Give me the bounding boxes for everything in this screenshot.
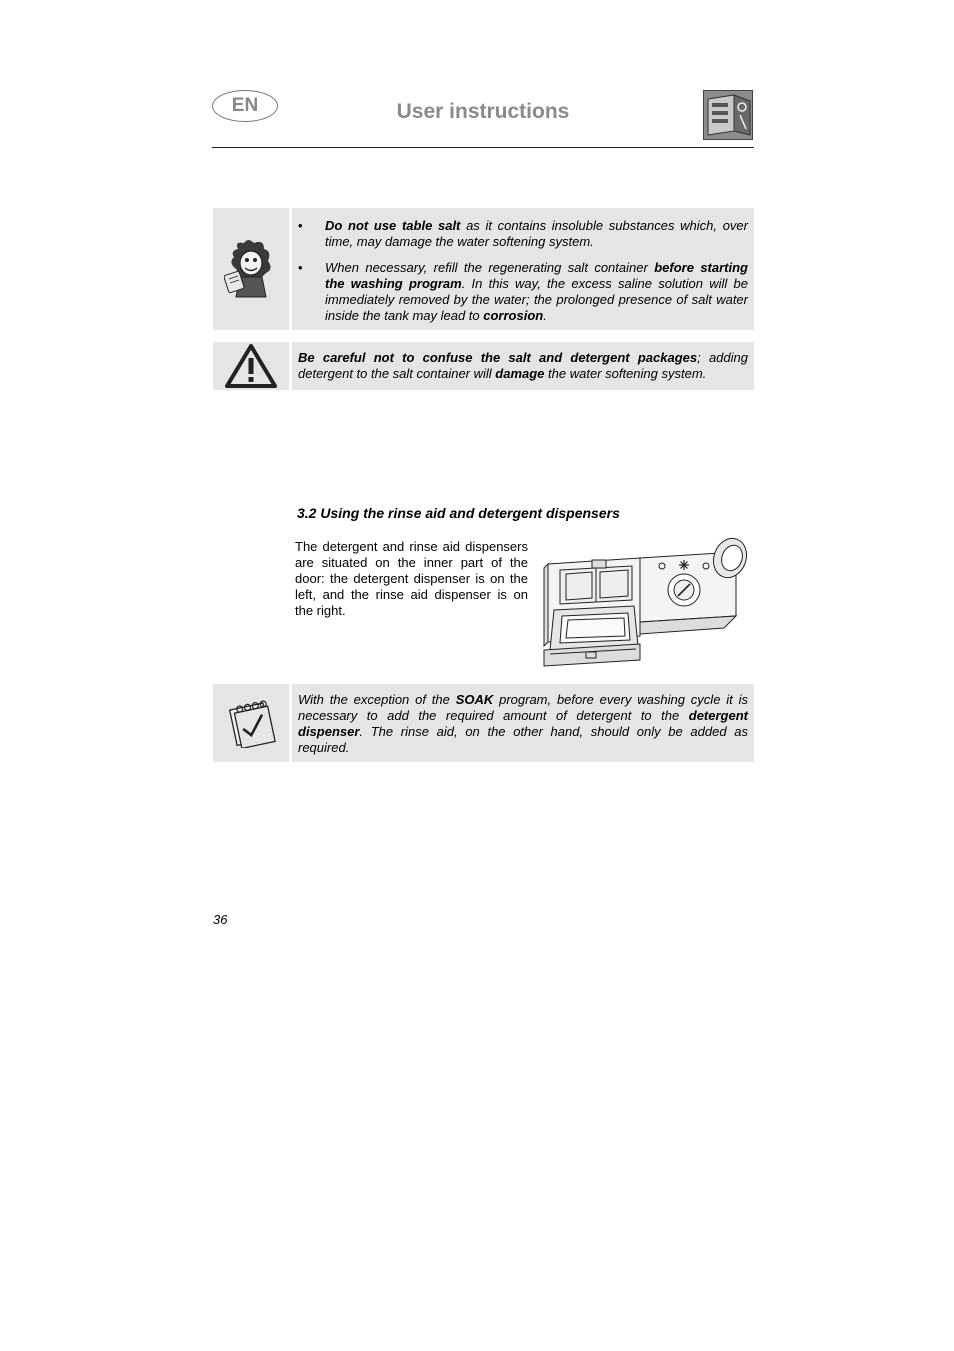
note-text xyxy=(298,692,748,756)
section-body: The detergent and rinse aid dispensers are situated on the inner part of the door: the detergent dispenser is on the left, and the rinse aid dispenser is on the right. xyxy=(295,539,528,618)
notice-tips xyxy=(292,208,754,330)
warning-span: ; adding detergent to the salt container will xyxy=(298,350,748,381)
note-notice xyxy=(292,684,754,762)
dishwasher-logo-icon xyxy=(703,90,753,140)
dispenser-illustration xyxy=(540,536,754,670)
warning-icon-cell xyxy=(213,342,289,390)
emphasis: corrosion xyxy=(483,308,544,323)
tips-list xyxy=(298,218,748,324)
emphasis: damage xyxy=(495,366,545,381)
emphasis: SOAK xyxy=(455,692,494,707)
list-item xyxy=(298,218,748,250)
warning-triangle-icon xyxy=(225,344,277,388)
page-title: User instructions xyxy=(396,100,570,123)
notepad-check-icon xyxy=(225,698,277,748)
note-icon-cell xyxy=(213,684,289,762)
section-heading: 3.2 Using the rinse aid and detergent dispensers xyxy=(297,505,620,521)
warning-span: the water softening system. xyxy=(544,366,707,381)
page-number: 36 xyxy=(213,912,228,927)
note-span: program, before every washing cycle it is necessary to add the required amount of detergent to the xyxy=(298,692,748,723)
header-divider xyxy=(212,147,754,148)
emphasis: detergent dispenser xyxy=(298,708,748,739)
tip-text: as it contains insoluble substances which, over time, may damage the water softening system. xyxy=(325,218,748,249)
emphasis: Be careful not to confuse the salt and detergent packages xyxy=(298,350,698,365)
warning-notice xyxy=(292,342,754,390)
list-item xyxy=(298,260,748,324)
tip-text: When necessary, refill the regenerating salt container xyxy=(325,260,655,275)
tip-text: . In this way, the excess saline solution will be immediately removed by the water; the prolonged presence of salt water inside the tank may lead to xyxy=(325,276,748,323)
note-span: . The rinse aid, on the other hand, should only be added as required. xyxy=(298,724,748,755)
tip-text: . xyxy=(543,308,547,323)
emphasis: before starting the washing program xyxy=(325,260,748,291)
emphasis: Do not use table salt xyxy=(325,218,461,233)
language-code: EN xyxy=(231,95,259,116)
notice-icon-cell xyxy=(213,208,289,330)
mascot-icon xyxy=(224,239,278,299)
note-span: With the exception of the xyxy=(298,692,456,707)
warning-text xyxy=(298,350,748,382)
